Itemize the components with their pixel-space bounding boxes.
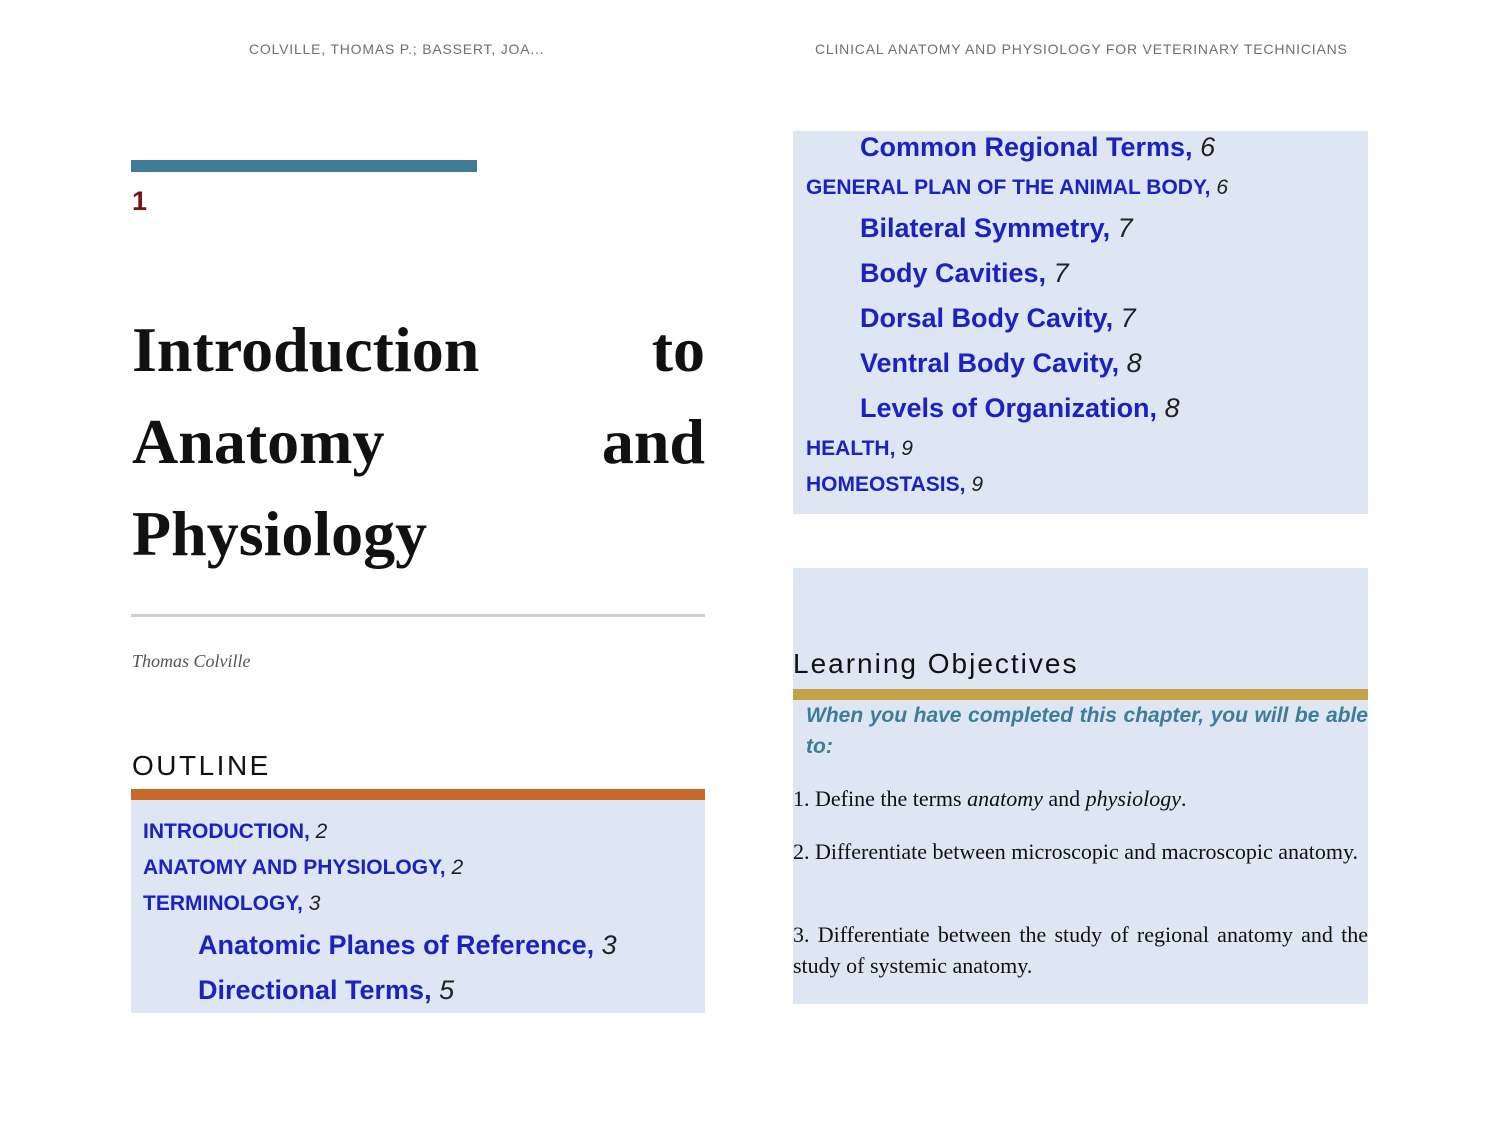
running-head-author: COLVILLE, THOMAS P.; BASSERT, JOA...: [249, 41, 545, 57]
chapter-title-word: to: [651, 314, 705, 385]
toc-link-introduction[interactable]: INTRODUCTION, 2: [143, 820, 328, 843]
learning-objective-3: 3. Differentiate between the study of regional anatomy and the study of systemic anatomy.: [793, 922, 1368, 978]
outline-heading: OUTLINE: [132, 750, 271, 781]
chapter-title-word: Anatomy: [132, 406, 385, 477]
learning-objective-1: 1. Define the terms anatomy and physiology.: [793, 786, 1187, 811]
chapter-title-line-2: [132, 406, 705, 477]
chapter-title-word: and: [601, 406, 705, 477]
toc-link-bilateral-symmetry[interactable]: Bilateral Symmetry, 7: [860, 213, 1133, 243]
learning-objectives-accent-bar: [793, 689, 1368, 700]
chapter-title-word: Physiology: [132, 498, 428, 569]
outline-accent-bar: [131, 789, 705, 800]
learning-objectives-intro: When you have completed this chapter, you will be able to:: [806, 704, 1368, 758]
toc-link-general-plan[interactable]: GENERAL PLAN OF THE ANIMAL BODY, 6: [806, 176, 1228, 199]
learning-objective-2: 2. Differentiate between microscopic and macroscopic anatomy.: [793, 839, 1359, 864]
toc-link-ventral-body-cavity[interactable]: Ventral Body Cavity, 8: [860, 348, 1142, 378]
running-head-book-title: CLINICAL ANATOMY AND PHYSIOLOGY FOR VETERINARY TECHNICIANS: [815, 41, 1348, 57]
toc-link-health[interactable]: HEALTH, 9: [806, 437, 913, 460]
chapter-accent-bar: [131, 160, 477, 172]
toc-link-body-cavities[interactable]: Body Cavities, 7: [860, 258, 1069, 288]
chapter-author: Thomas Colville: [132, 651, 251, 671]
toc-link-homeostasis[interactable]: HOMEOSTASIS, 9: [806, 473, 983, 496]
toc-link-anatomy-and-physiology[interactable]: ANATOMY AND PHYSIOLOGY, 2: [143, 856, 464, 879]
toc-link-anatomic-planes[interactable]: Anatomic Planes of Reference, 3: [198, 930, 617, 960]
chapter-title-line-1: [132, 314, 705, 385]
chapter-title-word: Introduction: [132, 314, 480, 385]
toc-link-levels-of-organization[interactable]: Levels of Organization, 8: [860, 393, 1180, 423]
chapter-title-line-3: [132, 498, 705, 569]
title-divider: [131, 614, 705, 617]
learning-objectives-heading: Learning Objectives: [793, 648, 1079, 679]
toc-link-common-regional-terms[interactable]: Common Regional Terms, 6: [860, 132, 1216, 162]
toc-link-directional-terms[interactable]: Directional Terms, 5: [198, 975, 455, 1005]
chapter-number: 1: [132, 186, 148, 216]
toc-link-terminology[interactable]: TERMINOLOGY, 3: [143, 892, 321, 915]
toc-link-dorsal-body-cavity[interactable]: Dorsal Body Cavity, 7: [860, 303, 1136, 333]
